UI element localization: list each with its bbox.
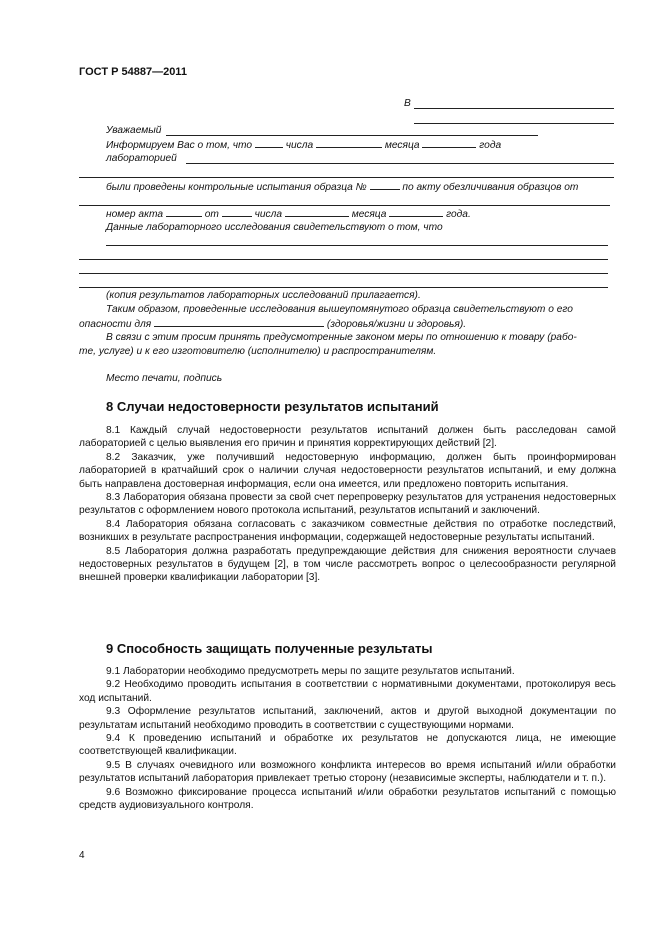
document-code: ГОСТ Р 54887—2011 — [79, 66, 187, 78]
paragraph-8-3: 8.3 Лаборатория обязана провести за свой счет перепроверку результатов для устранения недостоверных результатов с оформлением нового протокола испытаний, результатов испытаний и заключений. — [79, 492, 616, 517]
inform-line: Информируем Вас о том, что числа месяца года — [106, 140, 502, 151]
copy-note: (копия результатов лабораторных исследований прилагается). — [106, 290, 421, 301]
lab-label: лабораторией — [106, 153, 177, 164]
paragraph-9-5: 9.5 В случаях очевидного или возможного конфликта интересов во время испытаний и/или обработки результатов испытаний лаборатория привлекает третью сторону (независимые эксперты, наблюдатели и т. п.). — [79, 759, 616, 785]
blank-line — [79, 287, 608, 288]
thus-line-1: Таким образом, проведенные исследования вышеупомянутого образца свидетельствуют о его — [106, 304, 573, 315]
paragraph-9-1: 9.1 Лаборатории необходимо предусмотреть меры по защите результатов испытаний. — [106, 666, 515, 677]
lab-line — [186, 163, 614, 164]
paragraph-9-6: 9.6 Возможно фиксирование процесса испытаний и/или обработки результатов испытаний с помощью средств аудиовизуального контроля. — [79, 786, 616, 812]
paragraph-8-5: 8.5 Лаборатория должна разработать предупреждающие действия для снижения вероятности случаев недостоверных результатов в будущем [2], в том числе рассмотреть вопрос о целесообразности регулярной внешней проверки квалификации лаборатории [3]. — [79, 545, 616, 584]
paragraph-9-4: 9.4 К проведению испытаний и обработке их результатов не допускаются лица, не имеющие соответствующей квалификации. — [79, 733, 616, 758]
section-9-body — [79, 665, 616, 812]
blank-line — [79, 273, 608, 274]
paragraph-9-2: 9.2 Необходимо проводить испытания в соответствии с нормативными документами, протоколируя весь ход испытаний. — [79, 679, 616, 704]
paragraph-8-2: 8.2 Заказчик, уже получивший недостоверную информацию, должен быть проинформирован лабораторией в кратчайший срок о наличии случая недостоверности результатов испытаний, и ему должна быть направлена достоверная информация, если она имеется, или предложено повторить испытания. — [79, 451, 616, 490]
blank-line — [106, 245, 608, 246]
stamp-signature: Место печати, подпись — [106, 373, 223, 384]
act-line: номер акта от числа месяца года. — [106, 209, 471, 220]
thus-line-2: опасности для (здоровья/жизни и здоровья). — [79, 319, 467, 330]
section-8-title: 8 Случаи недостоверности результатов испытаний — [106, 399, 439, 414]
to-prefix: В — [404, 98, 411, 109]
addressee-line — [414, 108, 614, 109]
addressee-line — [414, 123, 614, 124]
paragraph-9-3: 9.3 Оформление результатов испытаний, заключений, актов и другой выходной документации по результатам испытаний необходимо проводить в соответствии с существующими нормами. — [79, 706, 616, 731]
paragraph-8-4: 8.4 Лаборатория обязана согласовать с заказчиком совместные действия по отработке последствий, возникших в результате распространения информации, содержащей недостоверные результаты испытаний. — [79, 518, 616, 544]
blank-line — [79, 259, 608, 260]
request-line-1: В связи с этим просим принять предусмотренные законом меры по отношению к товару (рабо- — [106, 332, 577, 343]
page-number: 4 — [79, 850, 85, 861]
request-line-2: те, услуге) и к его изготовителю (исполнителю) и распространителям. — [79, 346, 437, 357]
greeting-label: Уважаемый — [106, 125, 162, 136]
data-lab-text: Данные лабораторного исследования свидетельствуют о том, что — [106, 222, 443, 233]
section-8-body — [79, 424, 616, 585]
blank-line — [79, 177, 614, 178]
controls-line: были проведены контрольные испытания образца № по акту обезличивания образцов от — [106, 182, 579, 193]
blank-line — [79, 205, 610, 206]
paragraph-8-1: 8.1 Каждый случай недостоверности результатов испытаний должен быть расследован самой лабораторией с целью выявления его причин и принятия корректирующих действий [2]. — [79, 425, 616, 450]
greeting-line — [166, 135, 538, 136]
section-9-title: 9 Способность защищать полученные результаты — [106, 641, 433, 656]
